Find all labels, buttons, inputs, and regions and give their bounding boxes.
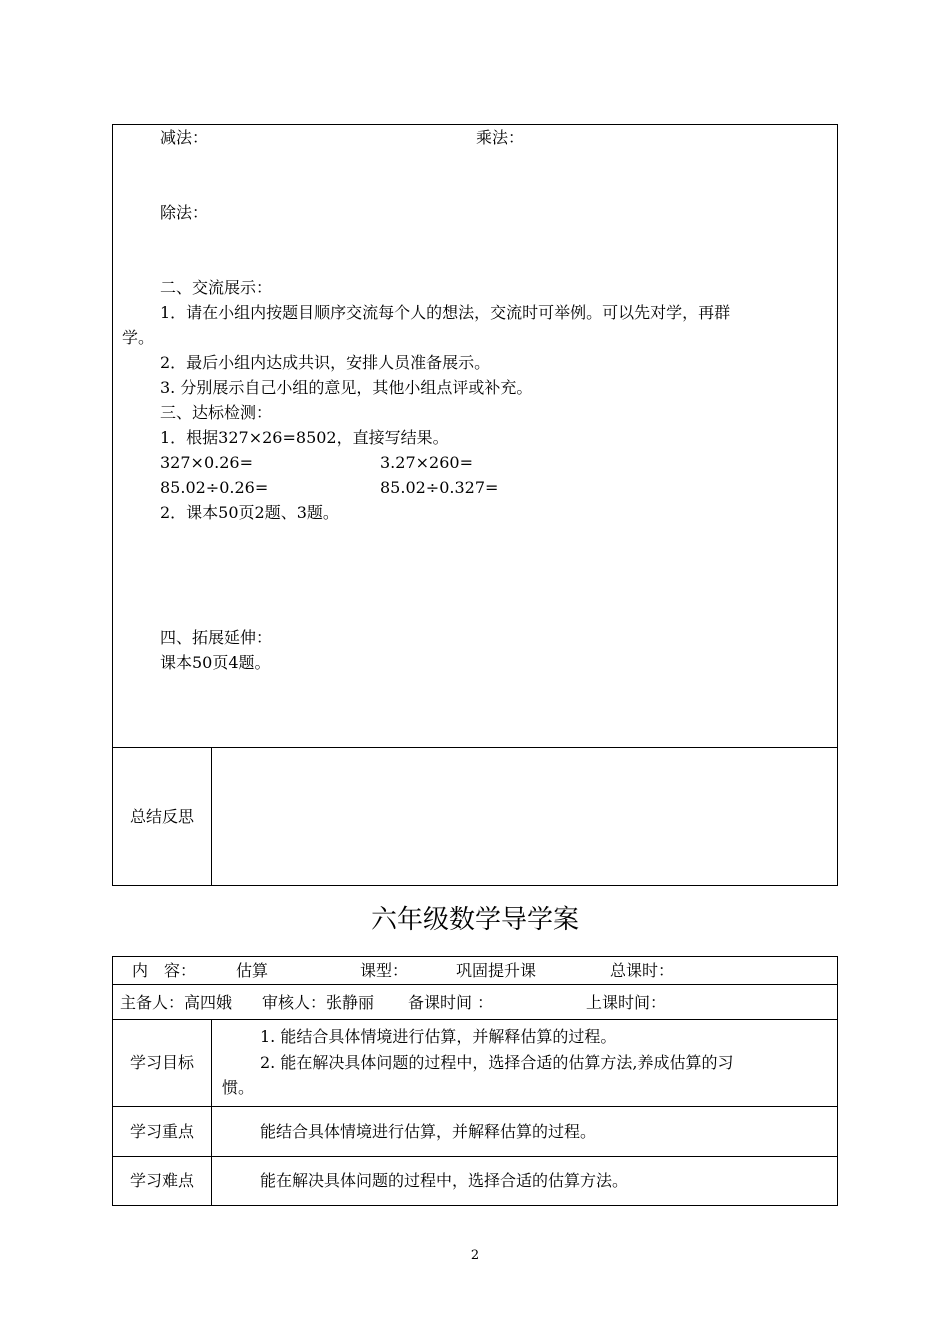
section3-item2: 2．课本50页2题、3题。 bbox=[160, 503, 339, 522]
lesson-row-divider-4 bbox=[112, 1156, 838, 1157]
content-value: 估算 bbox=[236, 961, 269, 980]
section2-title: 二、交流展示： bbox=[160, 278, 273, 297]
goals-label: 学习目标 bbox=[129, 1053, 194, 1072]
difficulty-label: 学习难点 bbox=[129, 1171, 194, 1190]
division-label: 除法： bbox=[160, 203, 209, 222]
class-time-label: 上课时间： bbox=[586, 993, 667, 1012]
prep-time-label: 备课时间 ： bbox=[408, 993, 494, 1012]
calc-4: 85.02÷0.327= bbox=[380, 478, 499, 497]
content-label: 内 容： bbox=[132, 961, 197, 980]
section3-title: 三、达标检测： bbox=[160, 403, 273, 422]
section2-item3: 3. 分别展示自己小组的意见，其他小组点评或补充。 bbox=[160, 378, 533, 397]
lesson-row-divider-1 bbox=[112, 984, 838, 985]
upper-table-divider bbox=[112, 747, 838, 748]
goal-2-line2: 惯。 bbox=[222, 1078, 255, 1097]
lesson-type-label: 课型： bbox=[360, 961, 409, 980]
subtraction-label: 减法： bbox=[160, 128, 209, 147]
section2-item2: 2．最后小组内达成共识，安排人员准备展示。 bbox=[160, 353, 491, 372]
multiplication-label: 乘法： bbox=[476, 128, 525, 147]
section4-item1: 课本50页4题。 bbox=[160, 653, 271, 672]
total-hours-label: 总课时： bbox=[610, 961, 675, 980]
page-title: 六年级数学导学案 bbox=[370, 905, 579, 935]
section3-item1: 1．根据327×26=8502，直接写结果。 bbox=[160, 428, 449, 447]
difficulty-text: 能在解决具体问题的过程中，选择合适的估算方法。 bbox=[260, 1171, 629, 1190]
lesson-row-divider-3 bbox=[112, 1106, 838, 1107]
key-point-text: 能结合具体情境进行估算，并解释估算的过程。 bbox=[260, 1122, 597, 1141]
key-point-label: 学习重点 bbox=[129, 1122, 194, 1141]
section2-item1-line1: 1．请在小组内按题目顺序交流每个人的想法，交流时可举例。可以先对学，再群 bbox=[160, 303, 731, 322]
calc-3: 85.02÷0.26= bbox=[160, 478, 269, 497]
goal-1: 1. 能结合具体情境进行估算，并解释估算的过程。 bbox=[260, 1027, 617, 1046]
calc-2: 3.27×260= bbox=[380, 453, 473, 472]
lesson-row-divider-2 bbox=[112, 1019, 838, 1020]
calc-1: 327×0.26= bbox=[160, 453, 253, 472]
section4-title: 四、拓展延伸： bbox=[160, 628, 273, 647]
lesson-type-value: 巩固提升课 bbox=[456, 961, 537, 980]
page-number: 2 bbox=[470, 1248, 480, 1263]
reviewer: 审核人：张静丽 bbox=[262, 993, 375, 1012]
section2-item1-line2: 学。 bbox=[122, 328, 155, 347]
summary-label: 总结反思 bbox=[129, 807, 194, 826]
preparer: 主备人：高四娥 bbox=[120, 993, 233, 1012]
goal-2-line1: 2. 能在解决具体问题的过程中，选择合适的估算方法,养成估算的习 bbox=[260, 1053, 734, 1072]
